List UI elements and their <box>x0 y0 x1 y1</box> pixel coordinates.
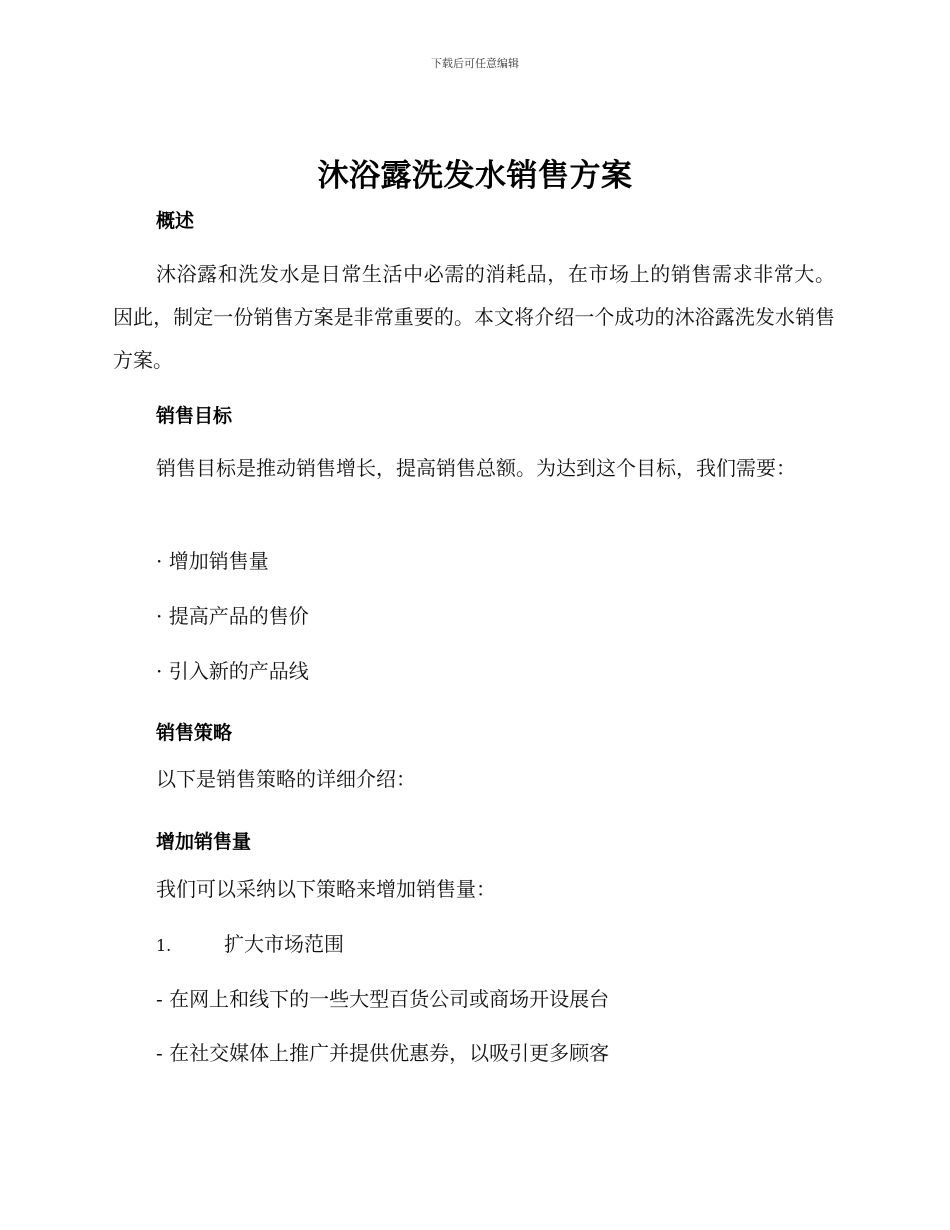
document-title: 沐浴露洗发水销售方案 <box>317 158 633 194</box>
heading-overview: 概述 <box>156 210 195 232</box>
goal-bullet: · 提高产品的售价 <box>156 604 309 628</box>
sub-item: - 在社交媒体上推广并提供优惠券，以吸引更多顾客 <box>156 1041 610 1065</box>
list-item-label: 扩大市场范围 <box>224 932 344 956</box>
sub-item: - 在网上和线下的一些大型百货公司或商场开设展台 <box>156 987 610 1011</box>
increase-volume-intro: 我们可以采纳以下策略来增加销售量： <box>156 877 496 901</box>
header-note: 下载后可任意编辑 <box>431 57 519 70</box>
goal-bullet: · 引入新的产品线 <box>156 659 309 683</box>
overview-paragraph: 沐浴露和洗发水是日常生活中必需的消耗品，在市场上的销售需求非常大。因此，制定一份销售方案是非常重要的。本文将介绍一个成功的沐浴露洗发水销售方案。 <box>113 262 835 372</box>
heading-sales-strategy: 销售策略 <box>156 722 233 744</box>
heading-increase-volume: 增加销售量 <box>156 831 252 853</box>
goals-paragraph: 销售目标是推动销售增长，提高销售总额。为达到这个目标，我们需要： <box>156 456 796 480</box>
list-item-number: 1. <box>156 936 172 955</box>
numbered-list-item <box>156 928 344 957</box>
strategy-intro: 以下是销售策略的详细介绍： <box>156 767 416 791</box>
goal-bullet: · 增加销售量 <box>156 549 269 573</box>
heading-sales-goals: 销售目标 <box>156 405 233 427</box>
